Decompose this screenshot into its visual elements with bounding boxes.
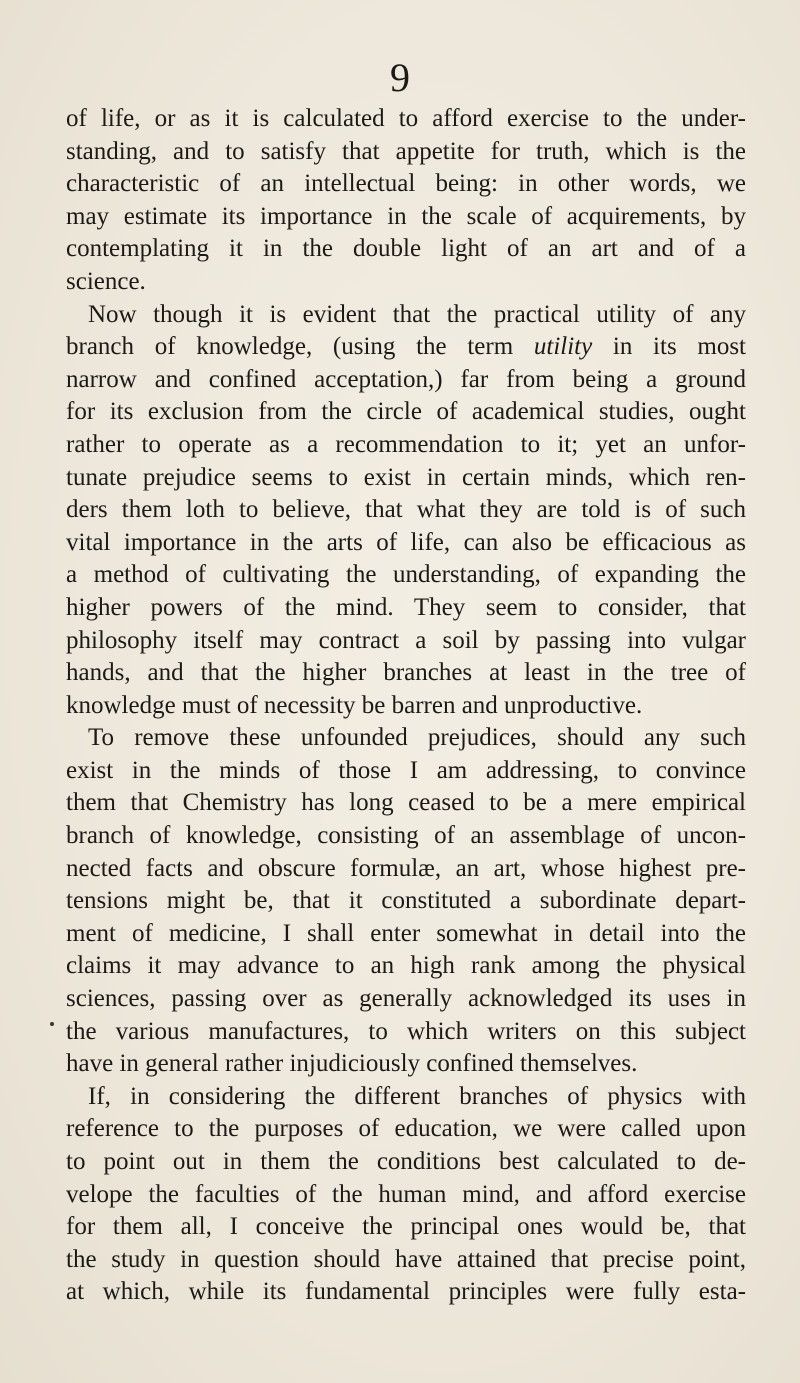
text-line: higher powers of the mind. They seem to consider, that	[66, 593, 746, 621]
text-line: ders them loth to believe, that what they are told is of such	[66, 496, 746, 524]
text-line: velope the faculties of the human mind, and afford exercise	[66, 1180, 746, 1208]
text-line: reference to the purposes of education, we were called upon	[66, 1115, 746, 1143]
text-line: to point out in them the conditions best calculated to de-	[66, 1148, 746, 1175]
body-text	[66, 103, 746, 1309]
text-line: rather to operate as a recommendation to it; yet an unfor-	[66, 430, 746, 458]
emphasis-utility: utility	[533, 333, 593, 361]
text-line-utility	[66, 331, 746, 364]
text-run: branch of knowledge, (using the term	[66, 333, 534, 361]
text-line: the various manufactures, to which writers on this subject	[66, 1017, 746, 1045]
text-line: of life, or as it is calculated to afford exercise to the under-	[66, 105, 746, 132]
margin-dot-mark	[50, 1022, 54, 1026]
text-line: at which, while its fundamental principles were fully esta-	[66, 1278, 746, 1306]
text-line: branch of knowledge, consisting of an assemblage of uncon-	[66, 822, 746, 850]
text-line: them that Chemistry has long ceased to be a mere empirical	[66, 789, 746, 817]
text-line: exist in the minds of those I am addressing, to convince	[66, 756, 746, 784]
text-line: the study in question should have attained that precise point,	[66, 1245, 746, 1273]
text-line: vital importance in the arts of life, can also be efficacious as	[66, 528, 746, 556]
text-line: science.	[66, 267, 146, 295]
text-line: may estimate its importance in the scale of acquirements, by	[66, 202, 746, 230]
text-line: for its exclusion from the circle of academical studies, ought	[66, 398, 746, 426]
text-line: Now though it is evident that the practical utility of any	[88, 300, 746, 328]
text-line: hands, and that the higher branches at least in the tree of	[66, 659, 746, 687]
text-line: If, in considering the different branches of physics with	[88, 1082, 746, 1110]
text-line: claims it may advance to an high rank among the physical	[66, 952, 746, 980]
text-line: standing, and to satisfy that appetite for truth, which is the	[66, 137, 746, 165]
text-line: sciences, passing over as generally acknowledged its uses in	[66, 985, 746, 1013]
text-line: have in general rather injudiciously confined themselves.	[66, 1050, 638, 1078]
text-line: To remove these unfounded prejudices, should any such	[88, 724, 746, 752]
text-line: for them all, I conceive the principal ones would be, that	[66, 1213, 746, 1241]
text-line: a method of cultivating the understanding, of expanding the	[66, 561, 746, 589]
text-line: tunate prejudice seems to exist in certain minds, which ren-	[66, 463, 746, 491]
text-line: contemplating it in the double light of an art and of a	[66, 235, 746, 263]
text-line: knowledge must of necessity be barren and unproductive.	[66, 691, 643, 719]
text-line: ment of medicine, I shall enter somewhat in detail into the	[66, 919, 746, 947]
text-line: characteristic of an intellectual being: in other words, we	[66, 170, 746, 198]
text-line: nected facts and obscure formulæ, an art, whose highest pre-	[66, 854, 746, 882]
text-line: philosophy itself may contract a soil by passing into vulgar	[66, 626, 746, 654]
text-line: tensions might be, that it constituted a subordinate depart-	[66, 887, 746, 915]
text-line: narrow and confined acceptation,) far from being a ground	[66, 365, 746, 393]
page-number: 9	[390, 55, 410, 100]
text-run: in its most	[592, 333, 747, 361]
